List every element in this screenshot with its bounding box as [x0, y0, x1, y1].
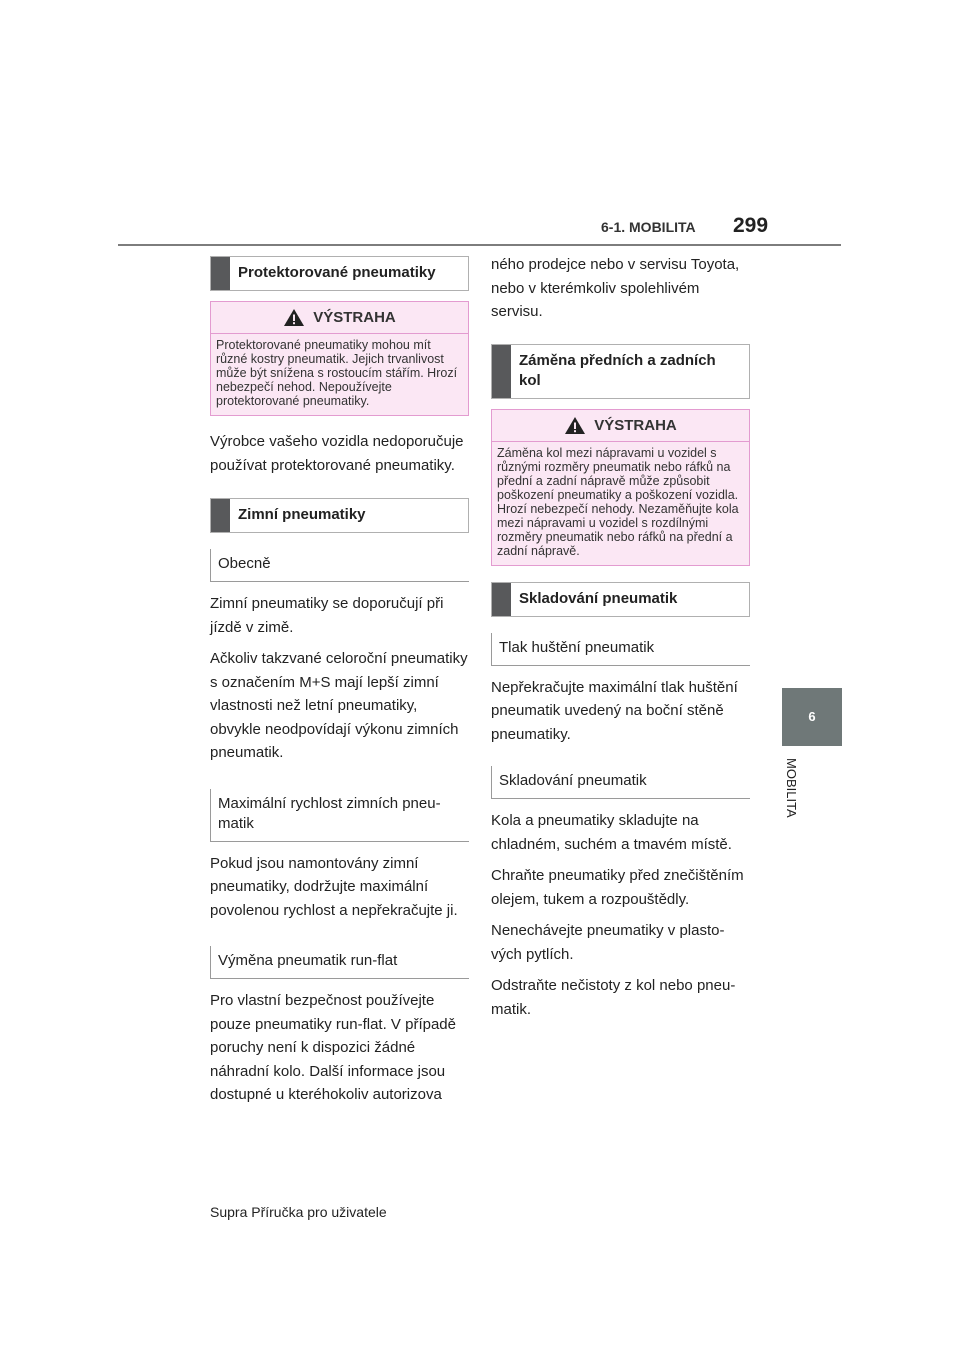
left-column — [210, 256, 469, 1115]
paragraph: Kola a pneumatiky skladujte na chladném, suchém a tmavém místě. — [491, 812, 732, 853]
paragraph: Pokud jsou namontovány zimní pneumatiky, dodržujte maximální povolenou rychlost a nepřekračujte ji. — [210, 854, 458, 919]
heading-text: Skladování pneumatik — [519, 589, 678, 607]
page-number: 299 — [733, 214, 769, 237]
paragraph: Chraňte pneumatiky před znečištěním olejem, tukem a rozpouštědly. — [491, 867, 744, 908]
subheading-general: Obecně — [210, 549, 469, 582]
subheading-runflat: Výměna pneumatik run-flat — [210, 946, 469, 979]
paragraph: Nepřekračujte maximální tlak huštění pneumatik uvedený na boční stěně pneumatiky. — [491, 678, 738, 743]
subheading-speed: Maximální rychlost zimních pneumatik — [210, 789, 469, 842]
paragraph: ného prodejce nebo v servisu Toyota, nebo v kterémkoliv spolehlivém servisu. — [491, 256, 740, 320]
section-heading-storage — [491, 582, 750, 617]
paragraph: Nenechávejte pneumatiky v plastových pytlích. — [491, 922, 725, 963]
section-heading-protected — [210, 256, 469, 291]
paragraph: Odstraňte nečistoty z kol nebo pneumatik. — [491, 977, 736, 1018]
warning-header — [211, 302, 468, 334]
footer-text: Supra Příručka pro uživatele — [210, 1204, 387, 1220]
warning-triangle-icon — [564, 416, 586, 435]
header-divider — [118, 244, 841, 246]
warning-text: Záměna kol mezi nápravami u vozidel s různými rozměry pneumatik nebo ráfků na přední a zadní nápravě může způsobit poškození pneumatiky a poškození vozidla. Hrozí nebezpečí nehody. Nezaměňujte kola mezi nápravami u vozidel s rozdílnými rozměry pneumatik nebo ráfků na přední a zadní nápravě. — [497, 445, 739, 558]
section-heading-swap — [491, 344, 750, 399]
paragraph: Ačkoliv takzvané celoroční pneumatiky s označením M+S mají lepší zimní vlastnosti než letní pneumatiky, obvykle neodpovídají výkonu zimních pneumatik. — [210, 650, 468, 761]
warning-title: VÝSTRAHA — [594, 416, 677, 434]
heading-text: Protektorované pneumatiky — [238, 264, 436, 281]
paragraph: Zimní pneumatiky se doporučují při jízdě v zimě. — [210, 595, 444, 636]
chapter-tab: 6 — [782, 688, 842, 746]
warning-text: Protektorované pneumatiky mohou mít různé kostry pneumatik. Jejich trvanlivost může být snížena s rostoucím stářím. Hrozí nebezpečí nehod. Nepoužívejte protektorované pneumatiky. — [216, 338, 458, 408]
warning-box-protected — [210, 301, 469, 416]
subheading-storage: Skladování pneumatik — [491, 766, 750, 799]
heading-bar — [492, 345, 511, 398]
section-title: 6-1. MOBILITA — [601, 219, 696, 235]
heading-bar — [211, 257, 230, 290]
warning-title: VÝSTRAHA — [313, 309, 396, 326]
heading-bar — [211, 499, 230, 532]
right-column — [491, 253, 750, 1029]
warning-box-swap — [491, 409, 750, 566]
section-heading-winter — [210, 498, 469, 533]
heading-bar — [492, 583, 511, 616]
heading-text: Záměna předních a zadních kol — [519, 351, 716, 389]
warning-header — [492, 410, 749, 442]
paragraph: Výrobce vašeho vozidla nedoporučuje používat protektorované pneumatiky. — [210, 433, 464, 474]
subheading-pressure: Tlak huštění pneumatik — [491, 633, 750, 666]
heading-text: Zimní pneumatiky — [238, 506, 366, 523]
warning-triangle-icon — [283, 308, 305, 327]
chapter-label: MOBILITA — [784, 758, 799, 818]
paragraph: Pro vlastní bezpečnost používejte pouze pneumatiky run-flat. V případě poruchy není k dispozici žádné náhradní kolo. Další informace jsou dostupné u kteréhokoliv autorizova — [210, 992, 456, 1103]
